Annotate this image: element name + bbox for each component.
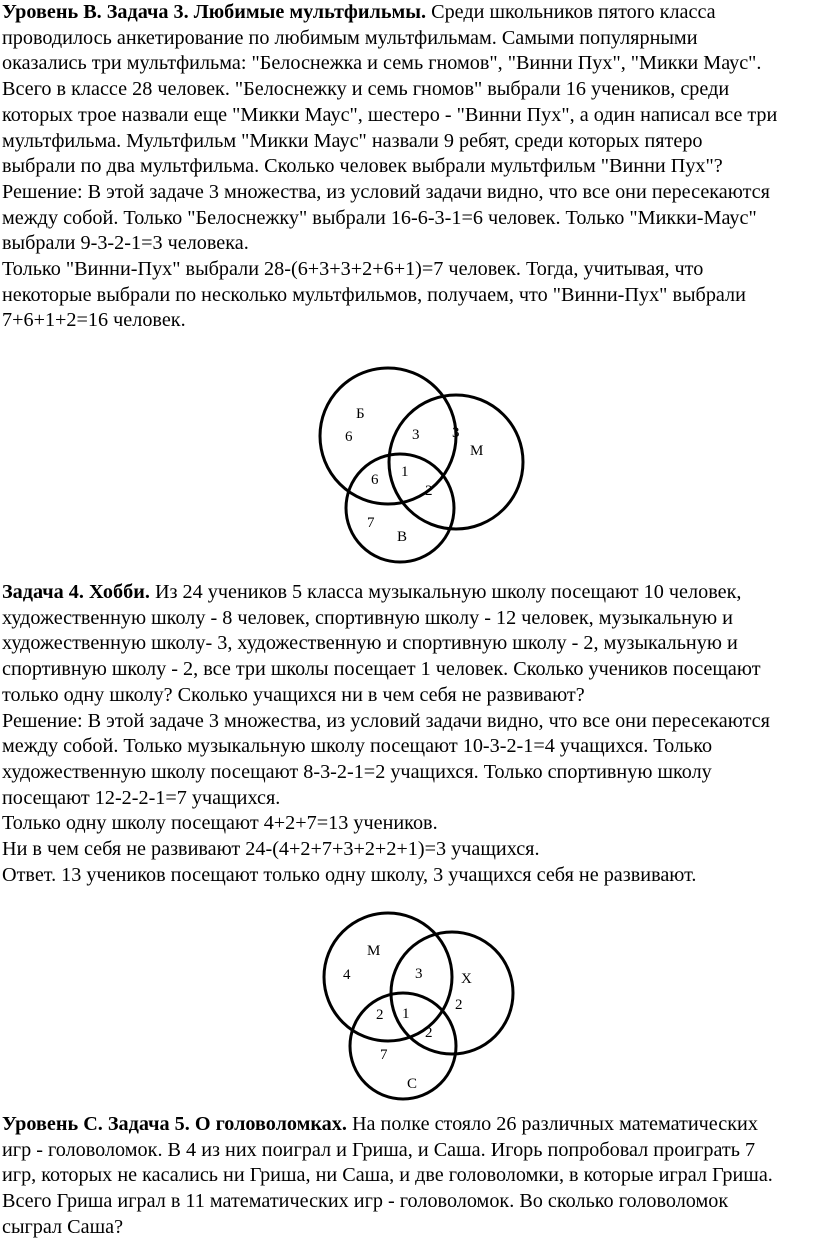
task4-line: Из 24 учеников 5 класса музыкальную школу посещают 10 человек, [154,581,742,603]
venn-label-b: Х [461,971,472,987]
venn-value-only-a: 4 [343,967,351,983]
task4-line: художественную школу- 3, художественную и спортивную школу - 2, музыкальную и [2,632,738,655]
task3-line: между собой. Только "Белоснежку" выбрали 16-6-3-1=6 человек. Только "Микки-Маус" [2,206,757,229]
task4-line: спортивную школу - 2, все три школы посещает 1 человек. Сколько учеников посещают [2,658,761,681]
task4-line: художественную школу - 8 человек, спортивную школу - 12 человек, музыкальную и [2,606,733,629]
venn-label-c: В [397,529,408,545]
task3-line: проводилось анкетирование по любимым мультфильмам. Самыми популярными [2,26,698,49]
venn-diagram-hobby [313,910,513,1105]
task3-first-line [2,0,814,26]
venn-label-b: М [470,443,484,459]
venn-value-a-b: 3 [412,427,420,443]
task5-text [2,1112,814,1241]
task5-first-line [2,1112,814,1138]
task5-line: игр - головоломок. В 4 из них поиграл и Гриша, и Саша. Игорь попробовал проиграть 7 [2,1138,756,1161]
task3-line: выбрали 9-3-2-1=3 человека. [2,232,249,255]
task3-line: Решение: В этой задаче 3 множества, из условий задачи видно, что все они пересекаются [2,180,770,203]
task5-line: На полке стояло 26 различных математических [351,1113,758,1135]
task3-line: Только "Винни-Пух" выбрали 28-(6+3+3+2+6+1)=7 человек. Тогда, учитывая, что [2,258,704,281]
venn-value-a-c: 6 [371,472,379,488]
task3-title: Уровень В. Задача 3. Любимые мультфильмы. [2,1,427,23]
task4-title: Задача 4. Хобби. [2,581,150,603]
task3-line: которых трое назвали еще "Микки Маус", шестеро - "Винни Пух", а один написал все три [2,103,778,126]
venn-value-a-b: 3 [415,966,423,982]
task4-first-line [2,580,814,606]
task4-line: художественную школу посещают 8-3-2-1=2 учащихся. Только спортивную школу [2,760,712,783]
task5-line: игр, которых не касались ни Гриша, ни Саша, и две головоломки, в которые играл Гриша. [2,1164,773,1187]
task4-line: только одну школу? Сколько учащихся ни в чем себя не развивают? [2,683,585,706]
venn-value-only-b: 2 [455,997,463,1013]
venn-value-center: 1 [401,464,409,480]
venn-value-only-b: 3 [452,425,460,441]
venn-value-only-a: 6 [345,429,353,445]
venn-value-center: 1 [402,1006,410,1022]
venn-circle-a [320,368,456,504]
task3-line: 7+6+1+2=16 человек. [2,309,186,332]
task3-text [2,0,814,334]
task3-line: оказались три мультфильма: "Белоснежка и семь гномов", "Винни Пух", "Микки Маус". [2,52,762,75]
task5-title: Уровень С. Задача 5. О головоломках. [2,1113,347,1135]
venn-label-c: С [407,1076,418,1092]
venn-value-b-c: 2 [425,1025,433,1041]
task5-line: Всего Гриша играл в 11 математических игр - головоломок. Во сколько головоломок [2,1190,729,1213]
venn-value-only-c: 7 [380,1047,388,1063]
task3-line: мультфильма. Мультфильм "Микки Маус" назвали 9 ребят, среди которых пятеро [2,129,703,152]
task4-line: Ответ. 13 учеников посещают только одну школу, 3 учащихся себя не развивают. [2,863,697,886]
task5-line: сыграл Саша? [2,1215,124,1238]
venn-value-b-c: 2 [425,483,433,499]
task3-line: выбрали по два мультфильма. Сколько человек выбрали мультфильм "Винни Пух"? [2,155,723,178]
task3-line: Среди школьников пятого класса [431,1,716,23]
task4-line: посещают 12-2-2-1=7 учащихся. [2,786,281,809]
task4-line: между собой. Только музыкальную школу посещают 10-3-2-1=4 учащихся. Только [2,735,713,758]
venn-label-a: Б [356,406,365,422]
venn-circle-b [389,395,523,529]
venn-diagram-cartoons [300,360,500,575]
venn-circle-c [346,454,454,562]
task3-line: Всего в классе 28 человек. "Белоснежку и семь гномов" выбрали 16 учеников, среди [2,78,730,101]
task4-text [2,580,814,888]
venn-value-a-c: 2 [376,1007,384,1023]
task4-line: Решение: В этой задаче 3 множества, из условий задачи видно, что все они пересекаются [2,709,770,732]
venn-label-a: М [367,943,381,959]
venn-value-only-c: 7 [367,515,375,531]
task4-line: Ни в чем себя не развивают 24-(4+2+7+3+2+2+1)=3 учащихся. [2,838,540,861]
task4-line: Только одну школу посещают 4+2+7=13 учеников. [2,812,438,835]
task3-line: некоторые выбрали по несколько мультфильмов, получаем, что "Винни-Пух" выбрали [2,283,746,306]
